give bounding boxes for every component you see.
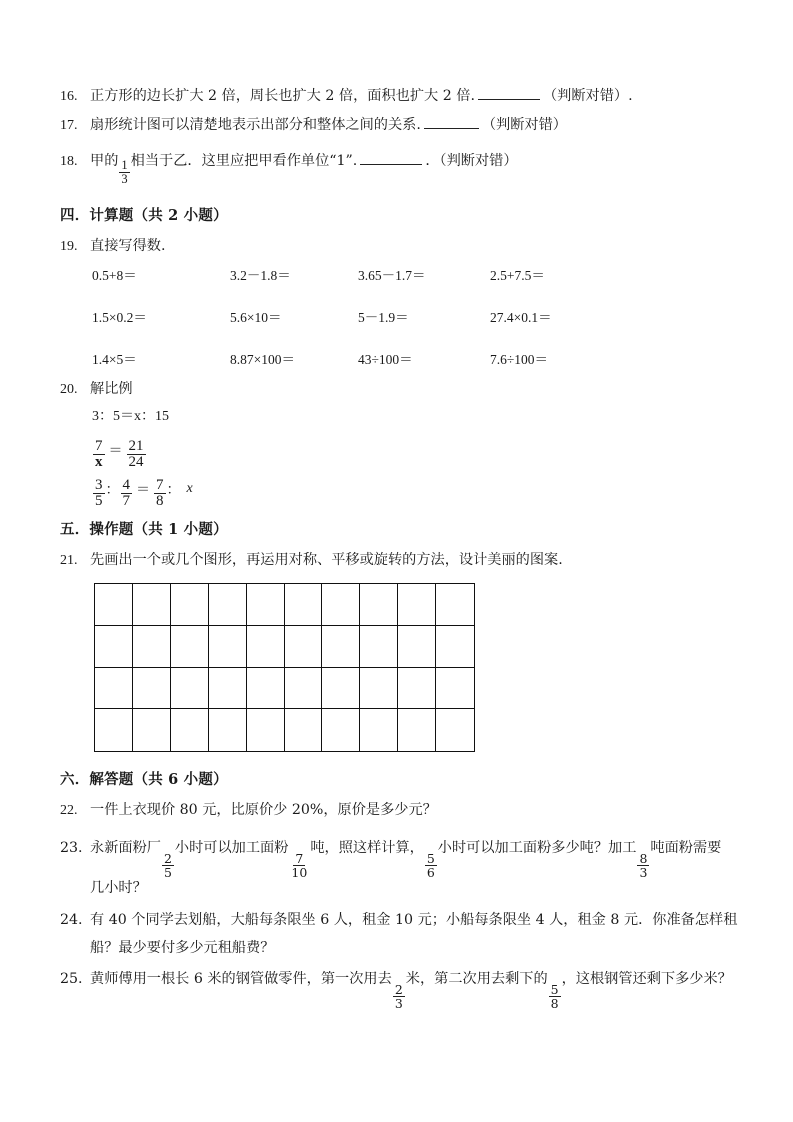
question-25	[60, 966, 750, 1011]
question-24-line-2: 船？最少要付多少元租船费？	[90, 939, 275, 956]
grid-cell[interactable]	[322, 584, 360, 626]
fraction-denominator: 24	[128, 454, 144, 471]
question-17	[60, 117, 740, 133]
question-18-text-a: 甲的	[90, 153, 119, 169]
arithmetic-row	[92, 348, 732, 368]
question-18-number: 18.	[60, 154, 78, 169]
fraction-numerator: 3	[95, 476, 103, 493]
fraction-denominator: 8	[550, 995, 559, 1011]
section-heading-four: 四．计算题（共 2 小题）	[60, 207, 228, 225]
equals-sign: ＝	[136, 483, 150, 499]
grid-cell[interactable]	[285, 584, 323, 626]
grid-cell[interactable]	[436, 709, 474, 751]
question-25-number: 25.	[60, 971, 83, 988]
question-25-part-3: ，这根钢管还剩下多少米？	[561, 971, 732, 988]
arithmetic-item: 5.6×10＝	[230, 310, 282, 326]
question-23-part-1: 永新面粉厂	[90, 840, 161, 856]
arithmetic-item: 43÷100＝	[358, 352, 413, 368]
question-18-suffix: ．（判断对错）	[425, 153, 518, 169]
grid-cell[interactable]	[398, 626, 436, 668]
question-18-answer-blank[interactable]	[360, 153, 422, 165]
fraction-denominator: 5	[95, 493, 103, 510]
fraction-denominator: 7	[122, 493, 130, 510]
grid-cell[interactable]	[322, 709, 360, 751]
grid-cell[interactable]	[209, 668, 247, 710]
question-23-part-4: 小时可以加工面粉多少吨？加工	[437, 840, 637, 856]
grid-cell[interactable]	[360, 709, 398, 751]
fraction-numerator: 2	[394, 981, 403, 997]
question-20-prompt: 解比例	[90, 381, 133, 398]
question-22	[60, 803, 750, 818]
grid-cell[interactable]	[171, 709, 209, 751]
question-19-number: 19.	[60, 239, 78, 255]
grid-cell[interactable]	[398, 668, 436, 710]
question-24-number: 24.	[60, 911, 83, 928]
grid-cell[interactable]	[171, 584, 209, 626]
question-17-answer-blank[interactable]	[424, 117, 479, 129]
grid-cell[interactable]	[360, 626, 398, 668]
grid-cell[interactable]	[95, 584, 133, 626]
grid-cell[interactable]	[436, 584, 474, 626]
fraction-denominator: 10	[291, 864, 308, 880]
equals-sign: ＝	[108, 444, 123, 460]
arithmetic-item: 1.5×0.2＝	[92, 310, 147, 326]
arithmetic-item: 5－1.9＝	[358, 310, 409, 326]
section-heading-six: 六．解答题（共 6 小题）	[60, 771, 228, 788]
question-23-part-3: 吨，照这样计算，	[310, 840, 424, 856]
grid-cell[interactable]	[322, 626, 360, 668]
question-23-fraction-4	[637, 852, 649, 879]
variable-x: x	[186, 481, 193, 497]
fraction-denominator: 3	[639, 864, 648, 880]
question-17-number: 17.	[60, 118, 78, 133]
arithmetic-item: 0.5+8＝	[92, 268, 137, 284]
question-25-part-2: 米，第二次用去剩下的	[405, 971, 548, 988]
arithmetic-item: 27.4×0.1＝	[490, 310, 552, 326]
grid-cell[interactable]	[436, 626, 474, 668]
proportion-line-2	[92, 435, 740, 471]
question-21-number: 21.	[60, 553, 78, 568]
fraction-numerator: 7	[95, 437, 103, 454]
question-23-fraction-3	[425, 852, 437, 879]
section-five-block	[60, 518, 750, 581]
question-18-body	[90, 153, 740, 186]
grid-cell[interactable]	[285, 668, 323, 710]
question-16-text: 正方形的边长扩大 2 倍，周长也扩大 2 倍，面积也扩大 2 倍.	[90, 88, 475, 104]
grid-cell[interactable]	[95, 709, 133, 751]
arithmetic-grid	[92, 264, 732, 368]
question-23-fraction-2	[289, 852, 309, 879]
ratio-colon-1: ：	[105, 483, 120, 499]
grid-cell[interactable]	[247, 668, 285, 710]
fraction-numerator: 1	[121, 157, 128, 172]
question-16-answer-blank[interactable]	[478, 88, 540, 100]
grid-cell[interactable]	[133, 668, 171, 710]
question-16-body	[90, 88, 740, 103]
fraction-numerator: 2	[163, 850, 172, 866]
question-23-part-2: 小时可以加工面粉	[174, 840, 289, 856]
fraction-numerator: 4	[122, 476, 130, 493]
question-23-part-6: 几小时？	[90, 880, 147, 897]
grid-cell[interactable]	[209, 709, 247, 751]
arithmetic-item: 3.65－1.7＝	[358, 268, 426, 284]
grid-cell[interactable]	[95, 668, 133, 710]
ratio-colon-2: ：	[166, 483, 181, 499]
question-18-fraction	[119, 159, 129, 186]
question-22-number: 22.	[60, 803, 78, 818]
proportion-block	[92, 405, 740, 510]
grid-cell[interactable]	[360, 668, 398, 710]
question-20-number: 20.	[60, 382, 78, 398]
question-18-text-b: 相当于乙．这里应把甲看作单位“1”.	[130, 153, 358, 169]
arithmetic-row	[92, 306, 732, 326]
grid-cell[interactable]	[285, 709, 323, 751]
question-25-fraction-2	[549, 983, 561, 1010]
question-23	[60, 835, 750, 903]
question-22-text: 一件上衣现价 80 元，比原价少 20%，原价是多少元？	[90, 802, 437, 818]
question-24	[60, 907, 750, 962]
grid-cell[interactable]	[436, 668, 474, 710]
fraction-numerator: 7	[295, 850, 304, 866]
proportion-fraction-2	[121, 478, 133, 511]
section-heading-five: 五．操作题（共 1 小题）	[60, 521, 228, 538]
section-six-block	[60, 768, 750, 1011]
arithmetic-row	[92, 264, 732, 284]
question-25-part-1: 黄师傅用一根长 6 米的钢管做零件，第一次用去	[90, 971, 392, 988]
proportion-line-1	[92, 405, 740, 425]
grid-cell[interactable]	[398, 709, 436, 751]
fraction-denominator: 8	[156, 493, 164, 510]
grid-cell[interactable]	[133, 584, 171, 626]
question-21	[60, 553, 750, 568]
fraction-denominator: 6	[426, 864, 435, 880]
proportion-fraction-1	[93, 478, 105, 511]
question-17-suffix: （判断对错）	[481, 117, 567, 133]
grid-cell[interactable]	[133, 709, 171, 751]
arithmetic-item: 8.87×100＝	[230, 352, 295, 368]
question-20	[60, 382, 740, 397]
question-16-number: 16.	[60, 89, 78, 104]
proportion-fraction-3	[154, 478, 166, 511]
grid-cell[interactable]	[171, 668, 209, 710]
grid-cell[interactable]	[209, 584, 247, 626]
grid-cell[interactable]	[322, 668, 360, 710]
question-16	[60, 88, 740, 104]
question-17-text: 扇形统计图可以清楚地表示出部分和整体之间的关系.	[90, 117, 421, 133]
grid-cell[interactable]	[398, 584, 436, 626]
question-21-text: 先画出一个或几个图形，再运用对称、平移或旋转的方法，设计美丽的图案.	[90, 552, 563, 568]
grid-cell[interactable]	[133, 626, 171, 668]
grid-cell[interactable]	[247, 709, 285, 751]
grid-cell[interactable]	[171, 626, 209, 668]
arithmetic-item: 2.5+7.5＝	[490, 268, 545, 284]
question-23-part-5: 吨面粉需要	[650, 840, 722, 856]
grid-cell[interactable]	[360, 584, 398, 626]
fraction-denominator: 3	[121, 171, 128, 186]
proportion-line-3	[92, 474, 740, 510]
grid-cell[interactable]	[247, 584, 285, 626]
drawing-grid[interactable]	[94, 583, 475, 752]
question-16-suffix: （判断对错）.	[542, 88, 633, 104]
fraction-denominator: x	[95, 454, 103, 471]
grid-cell[interactable]	[285, 626, 323, 668]
grid-cell[interactable]	[209, 626, 247, 668]
question-24-line-1: 有 40 个同学去划船，大船每条限坐 6 人，租金 10 元；小船每条限坐 4 人，租金 8 元．你准备怎样租	[90, 911, 738, 928]
question-25-fraction-1	[393, 983, 405, 1010]
arithmetic-item: 1.4×5＝	[92, 352, 137, 368]
arithmetic-item: 3.2－1.8＝	[230, 268, 291, 284]
question-23-number: 23.	[60, 840, 83, 856]
proportion-expression-1: 3：5＝x：15	[92, 409, 169, 425]
page-content	[60, 88, 740, 513]
fraction-numerator: 21	[128, 437, 144, 454]
fraction-numerator: 5	[550, 981, 559, 997]
question-23-fraction-1	[162, 852, 174, 879]
proportion-fraction-right	[127, 439, 146, 472]
fraction-numerator: 5	[426, 850, 435, 866]
question-19-prompt: 直接写得数.	[90, 238, 166, 255]
grid-cell[interactable]	[95, 626, 133, 668]
question-17-body	[90, 117, 740, 132]
grid-cell[interactable]	[247, 626, 285, 668]
fraction-denominator: 3	[394, 995, 403, 1011]
proportion-fraction-left	[93, 439, 105, 472]
fraction-numerator: 7	[156, 476, 164, 493]
fraction-numerator: 8	[639, 850, 648, 866]
question-19	[60, 239, 740, 254]
arithmetic-item: 7.6÷100＝	[490, 352, 549, 368]
fraction-denominator: 5	[163, 864, 172, 880]
question-18	[60, 153, 740, 186]
